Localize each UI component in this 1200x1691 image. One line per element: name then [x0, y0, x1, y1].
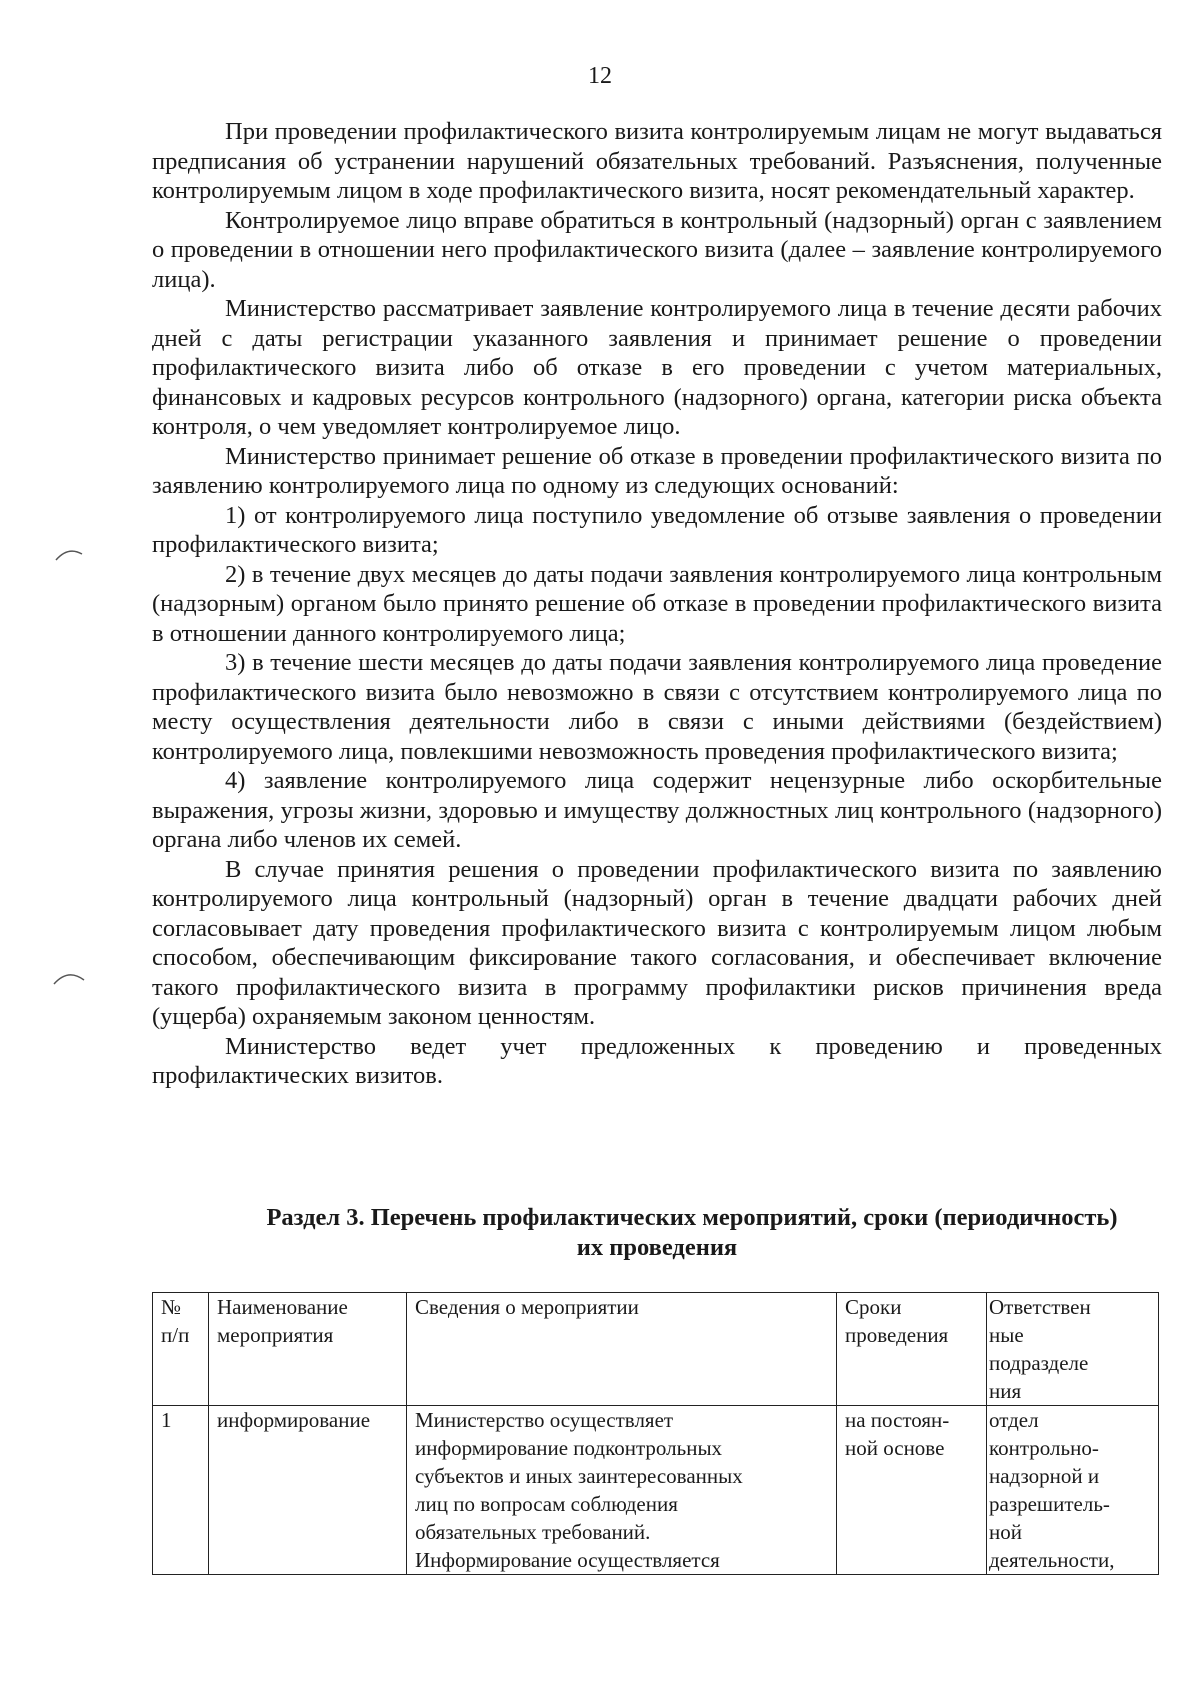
paragraph: Министерство ведет учет предложенных к проведению и проведенных профилактических визитов.: [152, 1032, 1162, 1089]
header-info: Сведения о мероприятии: [407, 1293, 837, 1406]
list-item: 3) в течение шести месяцев до даты подачи заявления контролируемого лица проведение профилактического визита было невозможно в связи с отсутствием контролируемого лица по месту осуществления деятельности либо в связи с иными действиями (бездействием) контролируемого лица, повлекшими невозможность проведения профилактического визита;: [152, 649, 1162, 765]
measures-table-wrap: [152, 1292, 1158, 1575]
paragraph: Контролируемое лицо вправе обратиться в контрольный (надзорный) орган с заявлением о проведении в отношении него профилактического визита (далее – заявление контролируемого лица).: [152, 206, 1162, 293]
table-header-row: [153, 1293, 1159, 1406]
paragraph: Министерство принимает решение об отказе в проведении профилактического визита по заявлению контролируемого лица по одному из следующих оснований:: [152, 442, 1162, 499]
cell-responsible: отдел контрольно- надзорной и разрешитель- ной деятельности,: [987, 1406, 1159, 1575]
section-heading-line: их проведения: [576, 1234, 738, 1261]
list-item: 4) заявление контролируемого лица содержит нецензурные либо оскорбительные выражения, угрозы жизни, здоровью и имуществу должностных лиц контрольного (надзорного) органа либо членов их семей.: [152, 767, 1162, 853]
section-heading: [152, 1203, 1162, 1263]
paragraph: Министерство рассматривает заявление контролируемого лица в течение десяти рабочих дней с даты регистрации указанного заявления и принимает решение о проведении профилактического визита либо об отказе в его проведении с учетом материальных, финансовых и кадровых ресурсов контрольного (надзорного) органа, категории риска объекта контроля, о чем уведомляет контролируемое лицо.: [152, 295, 1162, 440]
list-item: 2) в течение двух месяцев до даты подачи заявления контролируемого лица контрольным (надзорным) органом было принято решение об отказе в проведении профилактического визита в отношении данного контролируемого лица;: [152, 560, 1162, 647]
header-num: № п/п: [153, 1293, 209, 1406]
table-row: [153, 1406, 1159, 1575]
measures-table: [152, 1292, 1159, 1575]
body-text: [152, 117, 1162, 1091]
margin-mark-icon: [50, 966, 90, 986]
cell-name: информирование: [209, 1406, 407, 1575]
header-responsible: Ответствен ные подразделе ния: [987, 1293, 1159, 1406]
page-number: 12: [588, 63, 612, 89]
cell-info: Министерство осуществляет информирование подконтрольных субъектов и иных заинтересованных лиц по вопросам соблюдения обязательных требований. Информирование осуществляется: [407, 1406, 837, 1575]
header-terms: Сроки проведения: [837, 1293, 987, 1406]
header-name: Наименование мероприятия: [209, 1293, 407, 1406]
section-heading-line: Раздел 3. Перечень профилактических мероприятий, сроки (периодичность): [266, 1204, 1118, 1231]
cell-terms: на постоян- ной основе: [837, 1406, 987, 1575]
paragraph: При проведении профилактического визита контролируемым лицам не могут выдаваться предписания об устранении нарушений обязательных требований. Разъяснения, полученные контролируемым лицом в ходе профилактического визита, носят рекомендательный характер.: [152, 118, 1162, 204]
paragraph: В случае принятия решения о проведении профилактического визита по заявлению контролируемого лица контрольный (надзорный) орган в течение двадцати рабочих дней согласовывает дату проведения профилактического визита с контролируемым лицом любым способом, обеспечивающим фиксирование такого согласования, и обеспечивает включение такого профилактического визита в программу профилактики рисков причинения вреда (ущерба) охраняемым законом ценностям.: [152, 855, 1162, 1030]
list-item: 1) от контролируемого лица поступило уведомление об отзыве заявления о проведении профилактического визита;: [152, 501, 1162, 558]
margin-mark-icon: [52, 544, 92, 564]
cell-num: 1: [153, 1406, 209, 1575]
